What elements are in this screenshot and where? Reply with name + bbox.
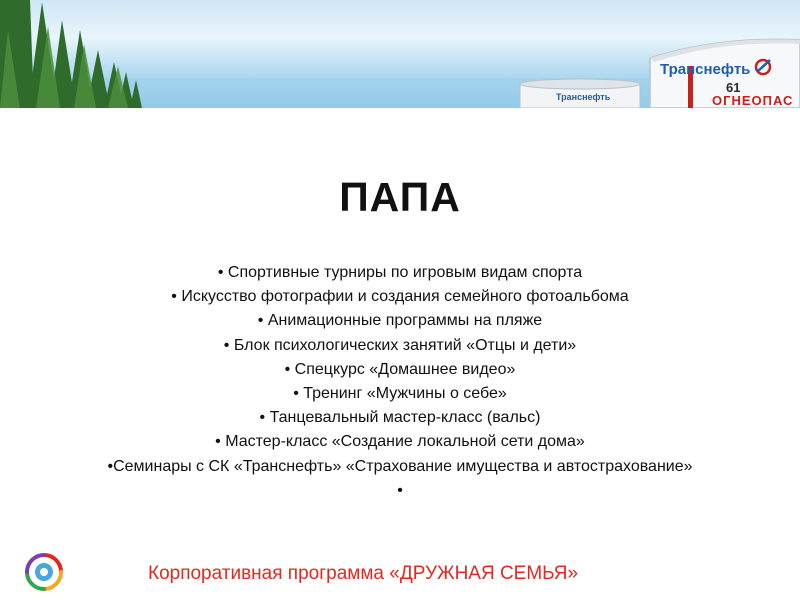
header-banner	[0, 0, 800, 108]
banner-illustration	[0, 0, 800, 108]
list-item: •	[397, 481, 403, 499]
list-item: • Блок психологических занятий «Отцы и дети»	[223, 336, 577, 354]
list-item: • Танцевальный мастер-класс (вальс)	[259, 409, 541, 427]
list-item: • Спортивные турниры по игровым видам спорта	[217, 264, 583, 281]
list-item: • Спецкурс «Домашнее видео»	[284, 360, 516, 378]
program-list	[0, 261, 800, 503]
list-item: • Мастер-класс «Создание локальной сети дома»	[215, 433, 585, 451]
family-program-logo-icon	[24, 552, 64, 592]
tank-label-small: Транснефть	[556, 92, 611, 102]
tank-number: 61	[726, 80, 741, 95]
footer-program-name: Корпоративная программа «ДРУЖНАЯ СЕМЬЯ»	[148, 563, 579, 584]
list-item: • Искусство фотографии и создания семейного фотоальбома	[171, 288, 629, 306]
tank-label-big: Транснефть	[660, 61, 751, 78]
tank-warning: ОГНЕОПАС	[712, 93, 794, 108]
list-item: •Семинары с СК «Транснефть» «Страхование имущества и автострахование»	[107, 457, 693, 475]
list-item: • Тренинг «Мужчины о себе»	[293, 385, 507, 403]
page-title: ПАПА	[339, 174, 461, 220]
list-item: • Анимационные программы на пляже	[257, 312, 543, 330]
